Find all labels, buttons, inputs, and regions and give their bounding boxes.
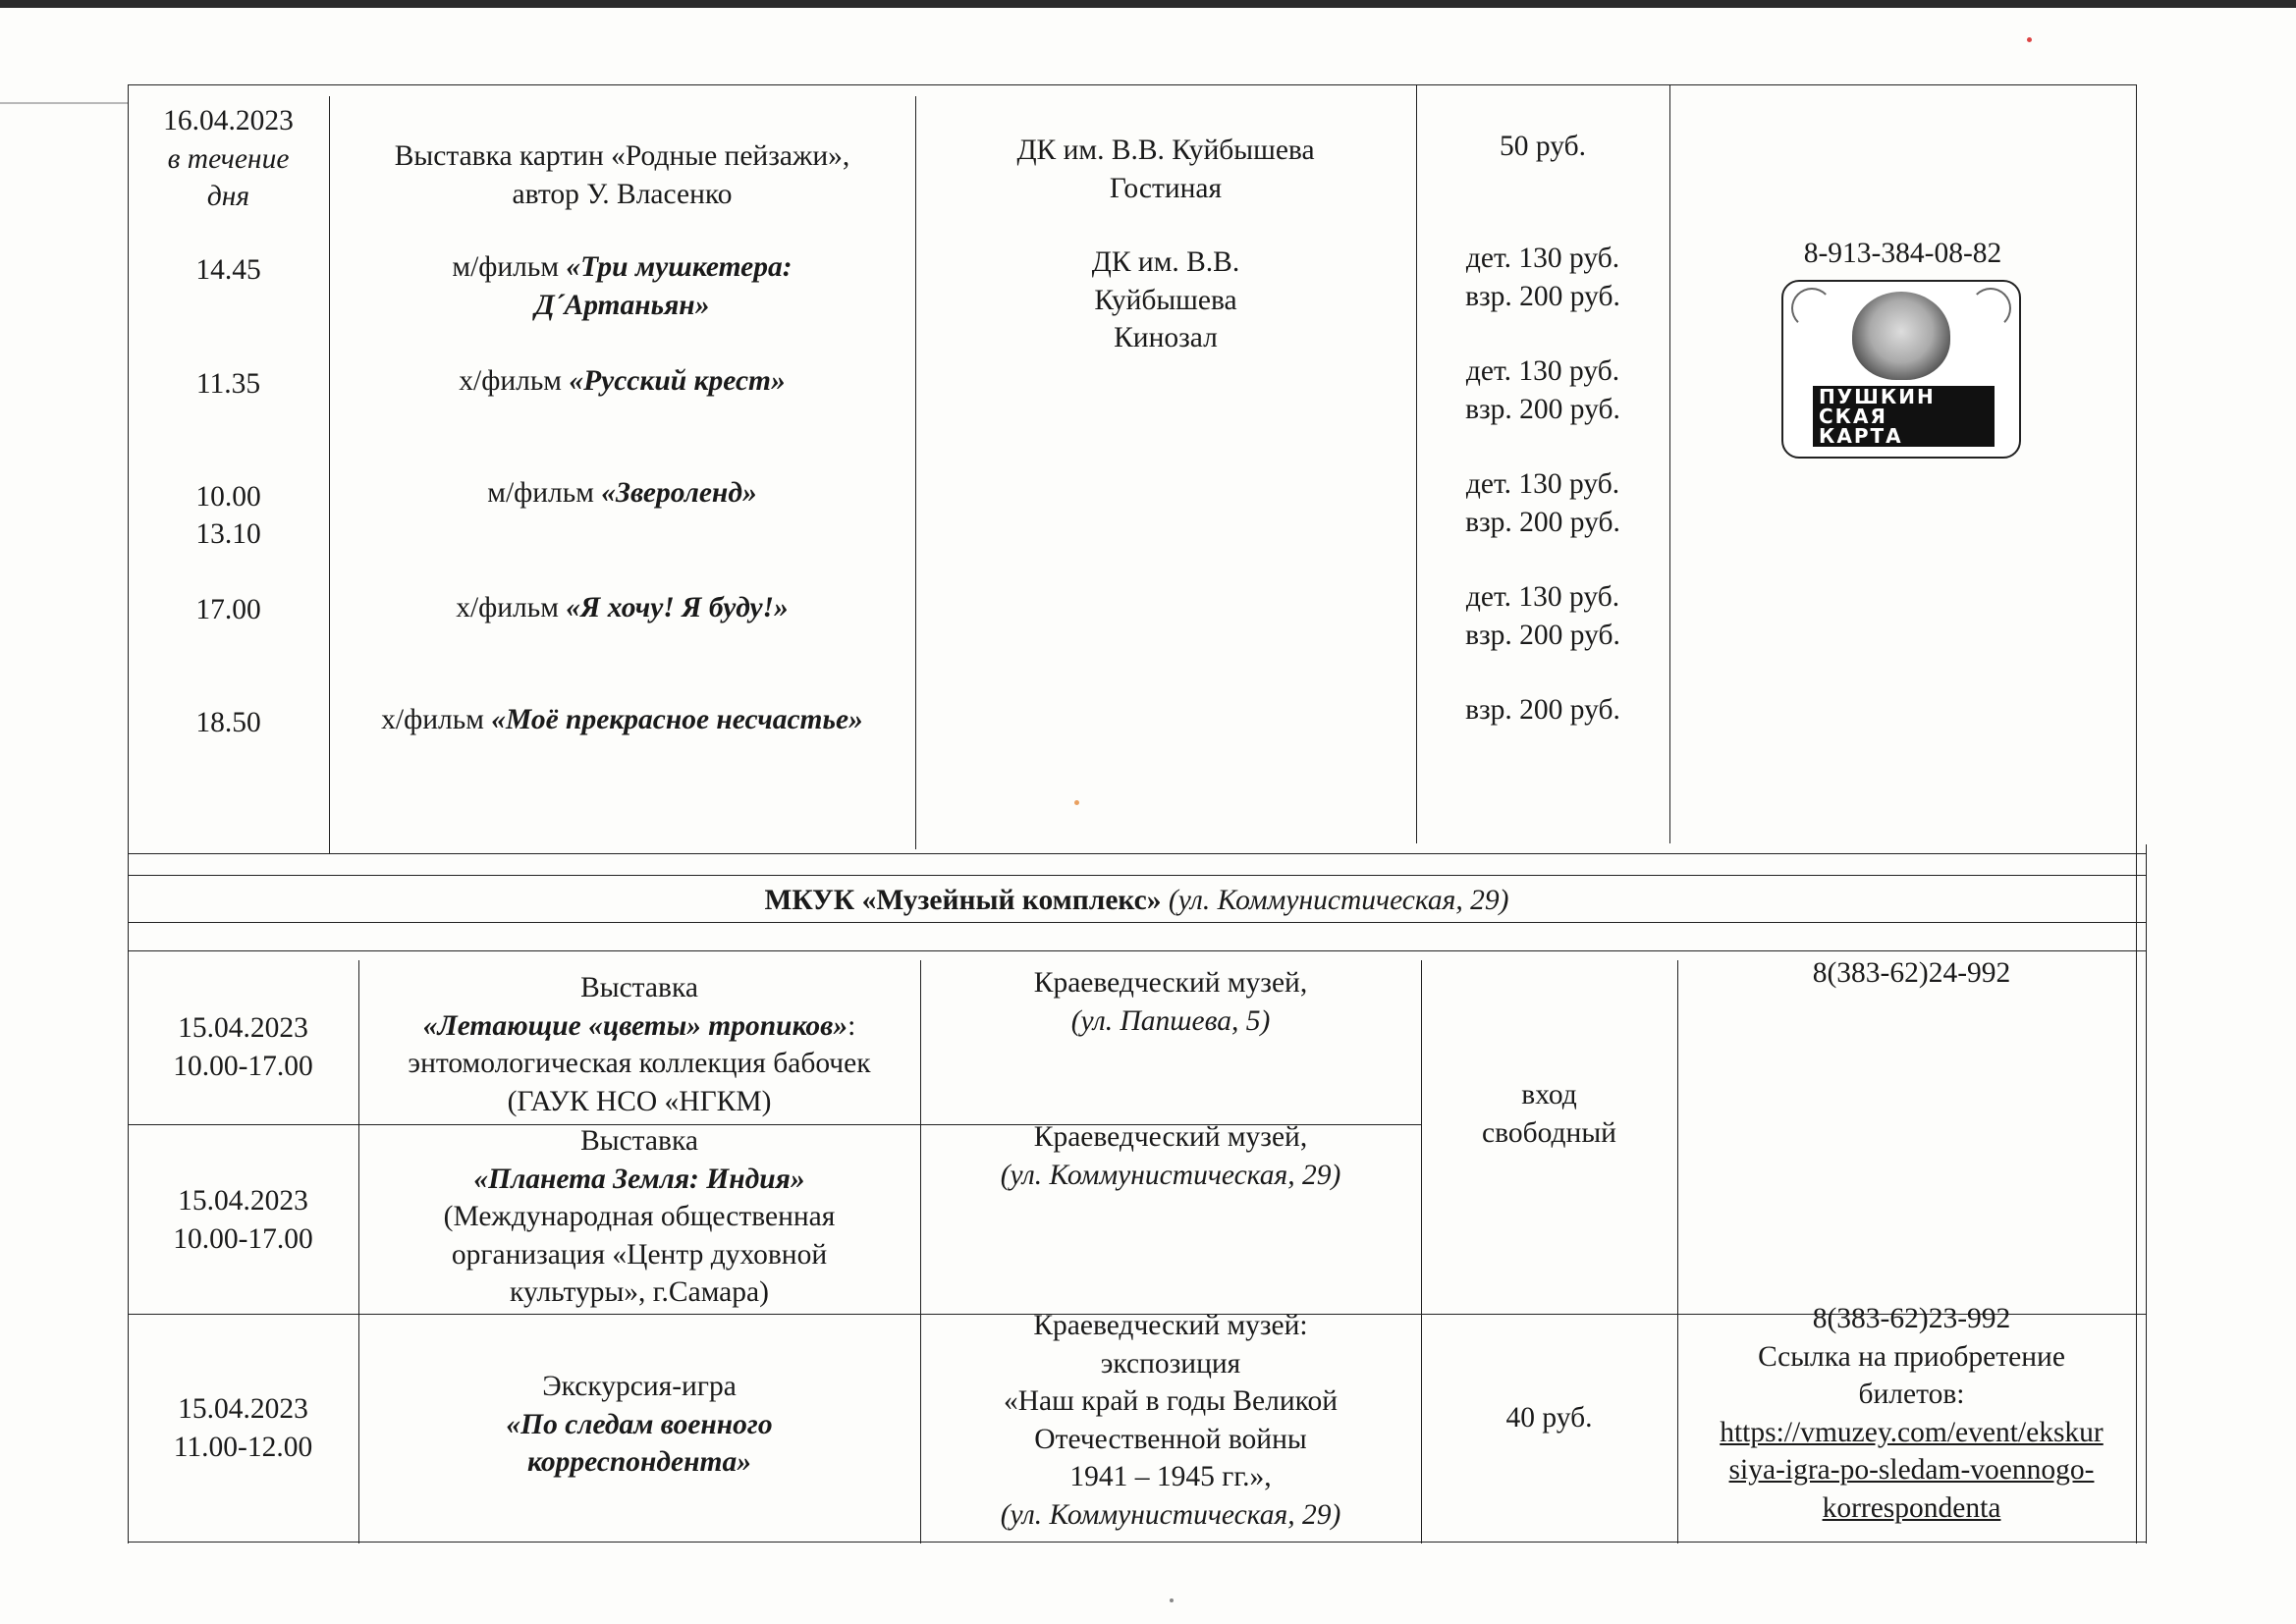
contact-phone: 8(383-62)23-992 <box>1812 1303 2011 1334</box>
event-title: Выставка картин «Родные пейзажи», автор У. Власенко <box>394 140 850 210</box>
event-title: Экскурсия-игра «По следам военного корреспондента» <box>506 1371 773 1478</box>
session-time: 11.35 <box>195 368 261 400</box>
link-caption: билетов: <box>1858 1379 1965 1410</box>
ticket-link[interactable]: https://vmuzey.com/event/ekskur <box>1720 1416 2104 1448</box>
film-title: х/фильм «Русский крест» <box>459 365 786 397</box>
ticket-price: дет. 130 руб. взр. 200 руб. <box>1465 355 1620 425</box>
ticket-price: взр. 200 руб. <box>1465 694 1620 726</box>
session-time: 14.45 <box>195 254 261 286</box>
scan-speck <box>1170 1598 1174 1602</box>
scan-speck <box>1074 800 1079 805</box>
event-date: 15.04.2023 10.00-17.00 <box>173 1012 313 1082</box>
event-venue: ДК им. В.В. Куйбышева Кинозал <box>1091 246 1240 353</box>
session-time: 17.00 <box>195 594 261 625</box>
portrait-icon <box>1852 292 1950 380</box>
section-header-museum: МКУК «Музейный комплекс» (ул. Коммунистическая, 29) <box>764 885 1509 916</box>
scan-border <box>0 0 2296 8</box>
ticket-price: дет. 130 руб. взр. 200 руб. <box>1465 468 1620 538</box>
ticket-price: дет. 130 руб. взр. 200 руб. <box>1465 581 1620 651</box>
ticket-price: вход свободный <box>1482 1079 1616 1149</box>
ticket-price: 50 руб. <box>1500 131 1586 162</box>
event-venue: Краеведческий музей, (ул. Папшева, 5) <box>1033 967 1308 1037</box>
event-title: Выставка «Летающие «цветы» тропиков»: энтомологическая коллекция бабочек (ГАУК НСО «НГКМ) <box>408 972 871 1117</box>
session-time: 18.50 <box>195 707 261 738</box>
film-title: х/фильм «Моё прекрасное несчастье» <box>381 704 863 735</box>
ornament-icon <box>1791 288 1832 329</box>
film-title: м/фильм «Три мушкетера: Д´Артаньян» <box>452 251 793 321</box>
ticket-link[interactable]: korrespondenta <box>1822 1491 2001 1524</box>
pushkin-card-logo <box>1781 280 2021 459</box>
film-title: х/фильм «Я хочу! Я буду!» <box>456 592 789 623</box>
event-date-note: дня <box>206 181 250 212</box>
scan-artifact <box>0 102 128 104</box>
contact-phone: 8-913-384-08-82 <box>1803 238 2002 269</box>
pushkin-card-wordmark: ПУШКИН СКАЯ КАРТА <box>1813 386 1995 447</box>
ornament-icon <box>1970 288 2011 329</box>
session-time: 10.00 <box>195 481 261 513</box>
contact-info <box>1677 1300 2146 1527</box>
event-title: Выставка «Планета Земля: Индия» (Международная общественная организация «Центр духовной культуры», г.Самара) <box>443 1125 836 1308</box>
event-venue: Краеведческий музей, (ул. Коммунистическая, 29) <box>1000 1121 1341 1191</box>
ticket-price: 40 руб. <box>1505 1402 1593 1434</box>
session-time: 13.10 <box>195 518 261 550</box>
event-venue: Краеведческий музей: экспозиция «Наш край в годы Великой Отечественной войны 1941 – 1945 гг.», (ул. Коммунистическая, 29) <box>1000 1310 1341 1531</box>
event-date-cell <box>128 102 329 216</box>
contact-phone: 8(383-62)24-992 <box>1812 957 2011 989</box>
ticket-link[interactable]: siya-igra-po-sledam-voennogo- <box>1728 1454 2095 1486</box>
event-date: 15.04.2023 10.00-17.00 <box>173 1185 313 1255</box>
film-title: м/фильм «Звероленд» <box>487 477 757 509</box>
event-venue: ДК им. В.В. Куйбышева Гостиная <box>1016 135 1315 204</box>
event-date: 16.04.2023 <box>163 105 294 136</box>
ticket-price: дет. 130 руб. взр. 200 руб. <box>1465 243 1620 312</box>
event-date-note: в течение <box>167 142 290 175</box>
scan-speck <box>2027 37 2032 42</box>
event-date: 15.04.2023 11.00-12.00 <box>173 1393 313 1463</box>
link-caption: Ссылка на приобретение <box>1758 1340 2065 1373</box>
